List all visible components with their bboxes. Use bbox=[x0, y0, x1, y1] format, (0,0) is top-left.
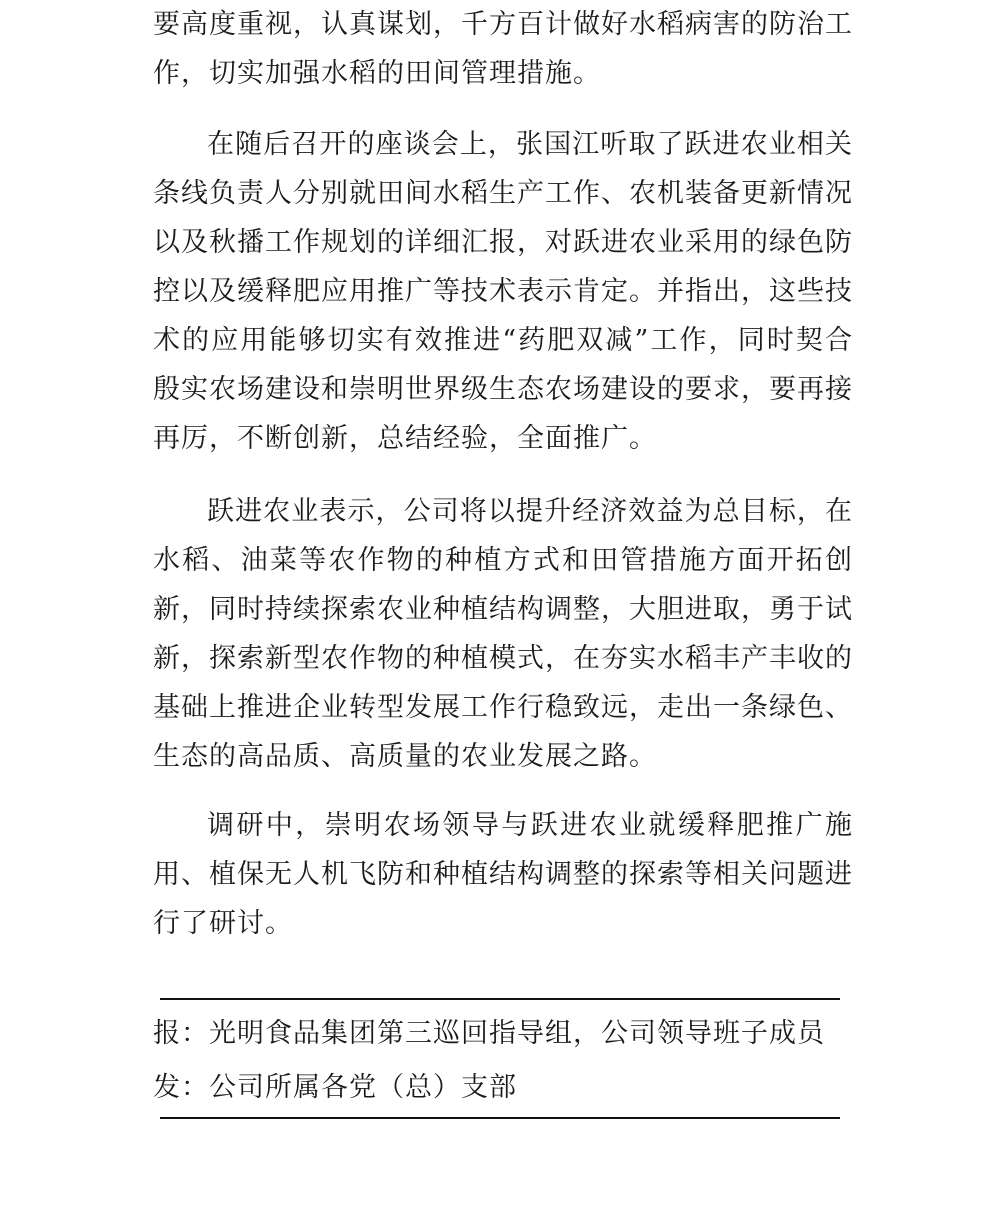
body-paragraph-research-discussion: 调研中，崇明农场领导与跃进农业就缓释肥推广施用、植保无人机飞防和种植结构调整的探索等相关问题进行了研讨。 bbox=[153, 810, 853, 939]
body-paragraph-symposium: 在随后召开的座谈会上，张国江听取了跃进农业相关条线负责人分别就田间水稻生产工作、农机装备更新情况以及秋播工作规划的详细汇报，对跃进农业采用的绿色防控以及缓释肥应用推广等技术表示肯定。并指出，这些技术的应用能够切实有效推进“药肥双减”工作，同时契合殷实农场建设和崇明世界级生态农场建设的要求，要再接再厉，不断创新，总结经验，全面推广。 bbox=[153, 129, 853, 454]
body-paragraph-company-statement: 跃进农业表示，公司将以提升经济效益为总目标，在水稻、油菜等农作物的种植方式和田管措施方面开拓创新，同时持续探索农业种植结构调整，大胆进取，勇于试新，探索新型农作物的种植模式，在夯实水稻丰产丰收的基础上推进企业转型发展工作行稳致远，走出一条绿色、生态的高品质、高质量的农业发展之路。 bbox=[153, 496, 853, 772]
distribution-bottom-divider bbox=[160, 1117, 840, 1119]
distribution-top-divider bbox=[160, 998, 840, 1000]
send-to-line: 发：公司所属各党（总）支部 bbox=[153, 1072, 517, 1103]
report-to-line: 报：光明食品集团第三巡回指导组，公司领导班子成员 bbox=[153, 1018, 825, 1049]
body-paragraph-continued: 要高度重视，认真谋划，千方百计做好水稻病害的防治工作，切实加强水稻的田间管理措施。 bbox=[153, 9, 853, 89]
